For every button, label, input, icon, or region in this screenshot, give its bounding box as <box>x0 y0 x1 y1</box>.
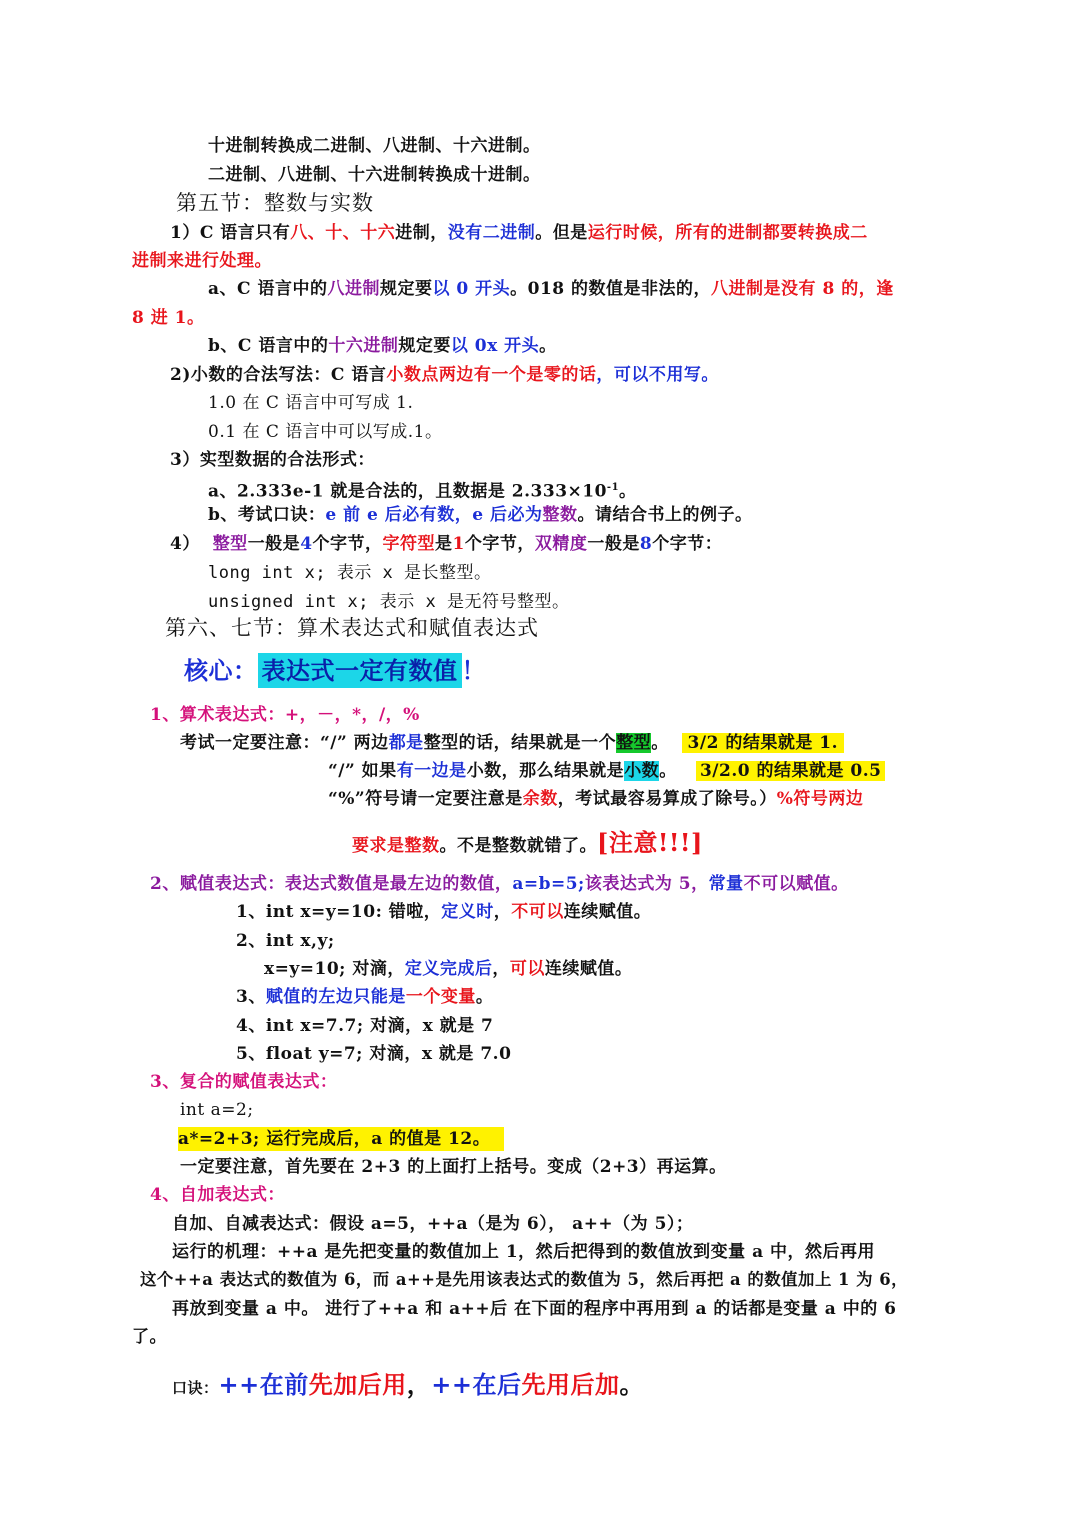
c1-d <box>352 826 703 863</box>
c4-e: 了。 <box>132 1327 167 1347</box>
c3-c: 一定要注意，首先要在 2+3 的上面打上括号。变成（2+3）再运算。 <box>180 1157 727 1177</box>
text: 双精度 <box>534 534 588 554</box>
text: 3/2 的结果就是 1. <box>682 733 844 753</box>
text: 八进制 <box>327 279 380 299</box>
line: 0.1 在 C 语言中可以写成.1。 <box>208 422 443 442</box>
core-line <box>184 654 486 688</box>
text: 可以 <box>509 959 545 979</box>
text: 。但是 <box>535 223 588 243</box>
text: 以 0 开头 <box>432 279 511 299</box>
text: 连续赋值。 <box>544 959 633 979</box>
c2-2b <box>264 957 632 981</box>
text: “%”符号请一定要注意是 <box>328 789 523 809</box>
text: 要求是整数 <box>352 836 440 856</box>
text: 都是 <box>388 733 424 753</box>
text: ， <box>493 902 512 922</box>
c1-b <box>328 759 885 783</box>
text: 余数 <box>522 789 558 809</box>
c1-heading: 1、算术表达式：+，－，*，/，% <box>150 705 420 725</box>
text: “/” 如果 <box>328 761 397 781</box>
text: 1、int x=y=10: 错啦， <box>236 902 442 922</box>
text: 该表达式为 5， <box>584 874 709 894</box>
mnemonic <box>172 1368 644 1405</box>
text: ， <box>406 1370 432 1399</box>
text: 一般是 <box>247 534 301 554</box>
text: 有一边是 <box>396 761 467 781</box>
c2-heading <box>150 872 849 896</box>
text: x=y=10; 对滴， <box>264 959 405 979</box>
c1-a <box>180 731 844 755</box>
c2-1 <box>236 900 651 924</box>
text: 运行时候，所有的进制都要转换成二 <box>587 223 868 243</box>
point-2-decimal <box>170 363 719 387</box>
text: 个字节， <box>312 534 383 554</box>
text: 整型 <box>212 534 248 554</box>
point-3b <box>208 503 753 527</box>
point-1-cont: 进制来进行处理。 <box>132 251 272 271</box>
text: 连续赋值。 <box>563 902 652 922</box>
text: b、考试口诀： <box>208 505 326 525</box>
line-decimal-to-others: 十进制转换成二进制、八进制、十六进制。 <box>208 136 541 156</box>
text: 1）C 语言只有 <box>170 223 291 243</box>
c2-5: 5、float y=7; 对滴，x 就是 7.0 <box>236 1044 512 1064</box>
text: 小数 <box>624 761 660 781</box>
text: 3、 <box>236 987 266 1007</box>
text: e 前 e 后必有数，e 后必为 <box>325 505 543 525</box>
line: unsigned int x; 表示 x 是无符号整型。 <box>208 592 570 612</box>
text: 是 <box>435 534 453 554</box>
text: ，可以不用写。 <box>596 365 719 385</box>
c3-heading: 3、复合的赋值表达式： <box>150 1072 338 1092</box>
line: 1.0 在 C 语言中可写成 1. <box>208 393 414 413</box>
text: 小数，那么结果就是 <box>466 761 625 781</box>
text: 。 <box>475 987 494 1007</box>
c4-a: 自加、自减表达式：假设 a=5，++a（是为 6）， a++（为 5）； <box>172 1214 694 1234</box>
point-3a <box>208 476 637 504</box>
text: 整型的话，结果就是一个 <box>423 733 617 753</box>
text: 口诀： <box>172 1379 219 1397</box>
c2-2: 2、int x,y; <box>236 931 335 951</box>
text: 没有二进制 <box>447 223 536 243</box>
text: %符号两边 <box>776 789 864 809</box>
text: 定义完成后 <box>404 959 493 979</box>
text: 字符型 <box>382 534 436 554</box>
text: 个字节： <box>652 534 723 554</box>
text: ， <box>492 959 510 979</box>
text: ++在后 <box>431 1370 522 1399</box>
c3-b: a*=2+3; 运行完成后，a 的值是 12。 <box>178 1127 504 1151</box>
point-3: 3）实型数据的合法形式： <box>170 450 375 470</box>
point-a-octal <box>208 277 894 301</box>
text: 不可以 <box>511 902 564 922</box>
text: 整数 <box>542 505 578 525</box>
text: 八进制是没有 8 的，逢 <box>711 279 894 299</box>
text: ++在前 <box>218 1370 309 1399</box>
point-b-hex <box>208 334 557 358</box>
point-1 <box>170 221 868 245</box>
section-67-heading: 第六、七节：算术表达式和赋值表达式 <box>165 616 539 640</box>
text: 。 <box>619 1370 644 1399</box>
text: 。018 的数值是非法的， <box>510 279 712 299</box>
text: 一般是 <box>587 534 640 554</box>
text: 不可以赋值。 <box>743 874 849 894</box>
text: 规定要 <box>379 279 433 299</box>
text: 小数点两边有一个是零的话 <box>386 365 597 385</box>
text: 4 <box>300 534 313 554</box>
text: 2)小数的合法写法：C 语言 <box>170 365 387 385</box>
text: 进制， <box>395 223 448 243</box>
text: 。 <box>619 481 637 502</box>
c1-c <box>328 787 863 811</box>
line: long int x; 表示 x 是长整型。 <box>208 563 492 583</box>
point-a-cont: 8 进 1。 <box>132 308 205 328</box>
text: 先用后加 <box>521 1370 620 1399</box>
text: 。 <box>539 336 557 356</box>
section-5-heading: 第五节：整数与实数 <box>176 191 374 215</box>
c4-heading: 4、自加表达式： <box>150 1185 285 1205</box>
c2-4: 4、int x=7.7; 对滴，x 就是 7 <box>236 1016 494 1036</box>
text: b、C 语言中的 <box>208 336 329 356</box>
text: 规定要 <box>398 336 451 356</box>
c4-c: 这个++a 表达式的数值为 6，而 a++是先用该表达式的数值为 5，然后再把 a 的数值加上 1 为 6， <box>140 1270 909 1289</box>
text: ，考试最容易算成了除号。） <box>557 789 777 809</box>
line-others-to-decimal: 二进制、八进制、十六进制转换成十进制。 <box>208 165 541 185</box>
text: 一个变量 <box>405 987 476 1007</box>
text: 2、赋值表达式：表达式数值是最左边的数值， <box>150 874 513 894</box>
text: -1 <box>606 482 620 493</box>
text: 赋值的左边只能是 <box>265 987 406 1007</box>
text: 以 0x 开头 <box>450 336 540 356</box>
text: a、C 语言中的 <box>208 279 328 299</box>
text: 十六进制 <box>328 336 399 356</box>
text: 个字节， <box>464 534 535 554</box>
text: 先加后用 <box>308 1370 407 1399</box>
c4-b: 运行的机理：++a 是先把变量的数值加上 1，然后把得到的数值放到变量 a 中，然后再用 <box>172 1242 876 1262</box>
text: 。请结合书上的例子。 <box>577 505 753 525</box>
text: a=b=5; <box>512 874 585 894</box>
point-4 <box>170 532 722 556</box>
text: 常量 <box>708 874 744 894</box>
text: 定义时 <box>441 902 494 922</box>
c4-d: 再放到变量 a 中。 进行了++a 和 a++后 在下面的程序中再用到 a 的话都是变量 a 中的 6 <box>172 1299 897 1319</box>
text: 表达式一定有数值 <box>258 653 462 688</box>
text: 1 <box>452 534 465 554</box>
text: 考试一定要注意：“/” 两边 <box>180 733 389 753</box>
text: 4） <box>170 534 200 554</box>
text: 8 <box>639 534 653 554</box>
text: 八、十、十六 <box>290 223 396 243</box>
text: a、2.333e-1 就是合法的，且数据是 2.333×10 <box>208 481 607 502</box>
text: ！ <box>461 656 486 685</box>
text: 核心： <box>184 656 258 685</box>
text: 整型 <box>616 733 652 753</box>
c2-3 <box>236 985 493 1009</box>
text: [注意!!!] <box>597 828 703 857</box>
c3-a: int a=2; <box>180 1100 254 1120</box>
text: 。 <box>651 733 669 753</box>
text: 。不是整数就错了。 <box>439 836 597 856</box>
text: 3/2.0 的结果就是 0.5 <box>696 761 886 781</box>
text: 。 <box>659 761 677 781</box>
